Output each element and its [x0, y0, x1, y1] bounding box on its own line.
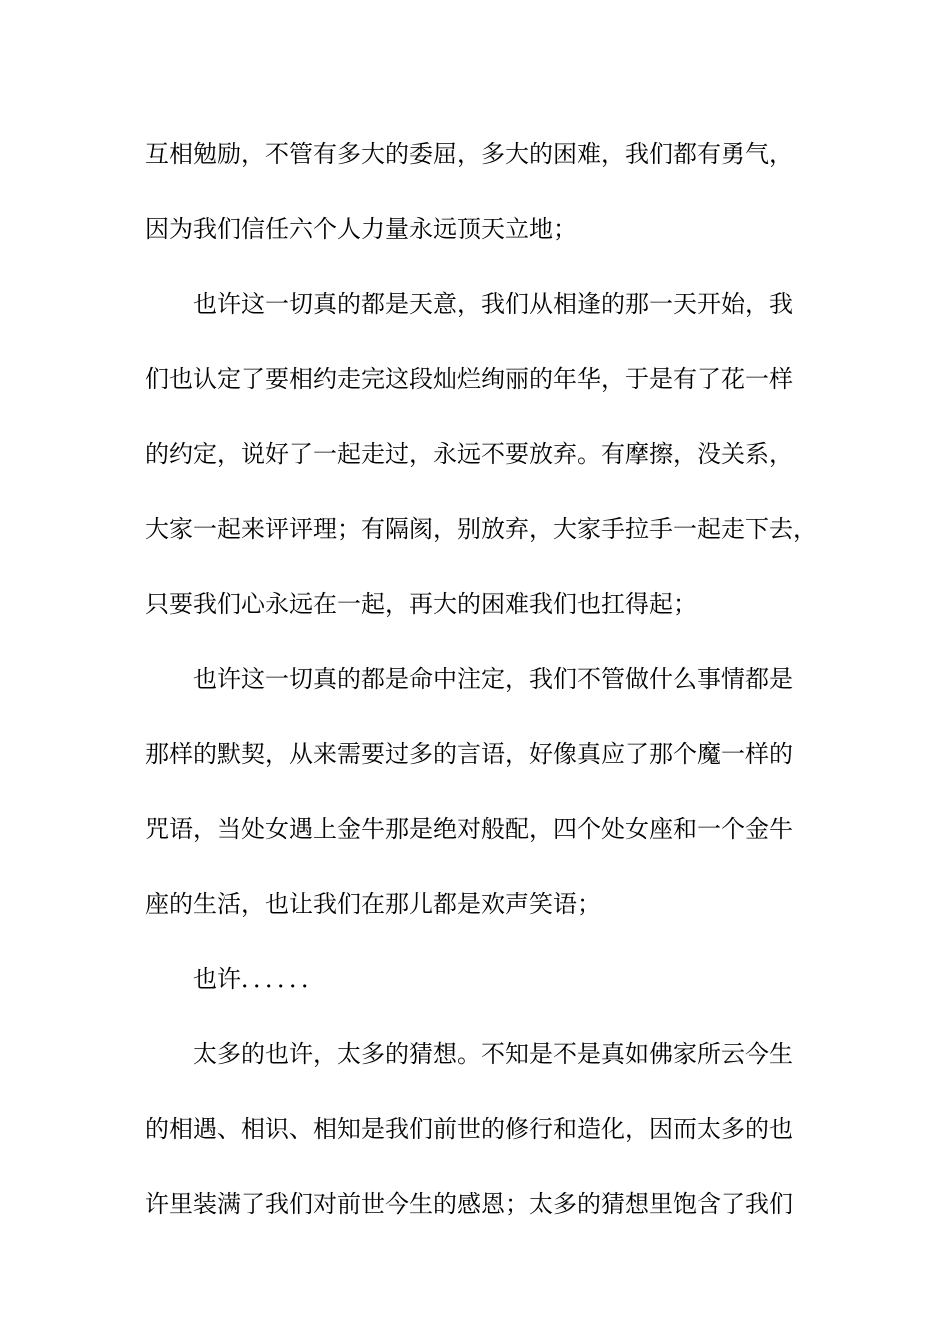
text-line: 那样的默契，从来需要过多的言语，好像真应了那个魔一样的 [145, 740, 793, 768]
text-line: 座的生活，也让我们在那儿都是欢声笑语； [145, 890, 601, 918]
text-line: 也许这一切真的都是命中注定，我们不管做什么事情都是 [193, 665, 793, 693]
text-line: 也许．．．．．． [193, 965, 325, 993]
text-line: 的约定，说好了一起走过，永远不要放弃。有摩擦，没关系， [145, 440, 793, 468]
text-line: 许里装满了我们对前世今生的感恩；太多的猜想里饱含了我们 [145, 1190, 793, 1218]
text-line: 因为我们信任六个人力量永远顶天立地； [145, 215, 577, 243]
body-text [145, 136, 835, 1261]
text-line: 只要我们心永远在一起，再大的困难我们也扛得起； [145, 590, 697, 618]
text-line: 也许这一切真的都是天意，我们从相逢的那一天开始，我 [193, 290, 793, 318]
text-line: 太多的也许，太多的猜想。不知是不是真如佛家所云今生 [193, 1040, 793, 1068]
text-line: 的相遇、相识、相知是我们前世的修行和造化，因而太多的也 [145, 1115, 793, 1143]
text-line: 大家一起来评评理；有隔阂，别放弃，大家手拉手一起走下去， [145, 515, 817, 543]
text-line: 互相勉励，不管有多大的委屈，多大的困难，我们都有勇气， [145, 140, 793, 168]
text-line: 们也认定了要相约走完这段灿烂绚丽的年华，于是有了花一样 [145, 365, 793, 393]
text-line: 咒语，当处女遇上金牛那是绝对般配，四个处女座和一个金牛 [145, 815, 793, 843]
